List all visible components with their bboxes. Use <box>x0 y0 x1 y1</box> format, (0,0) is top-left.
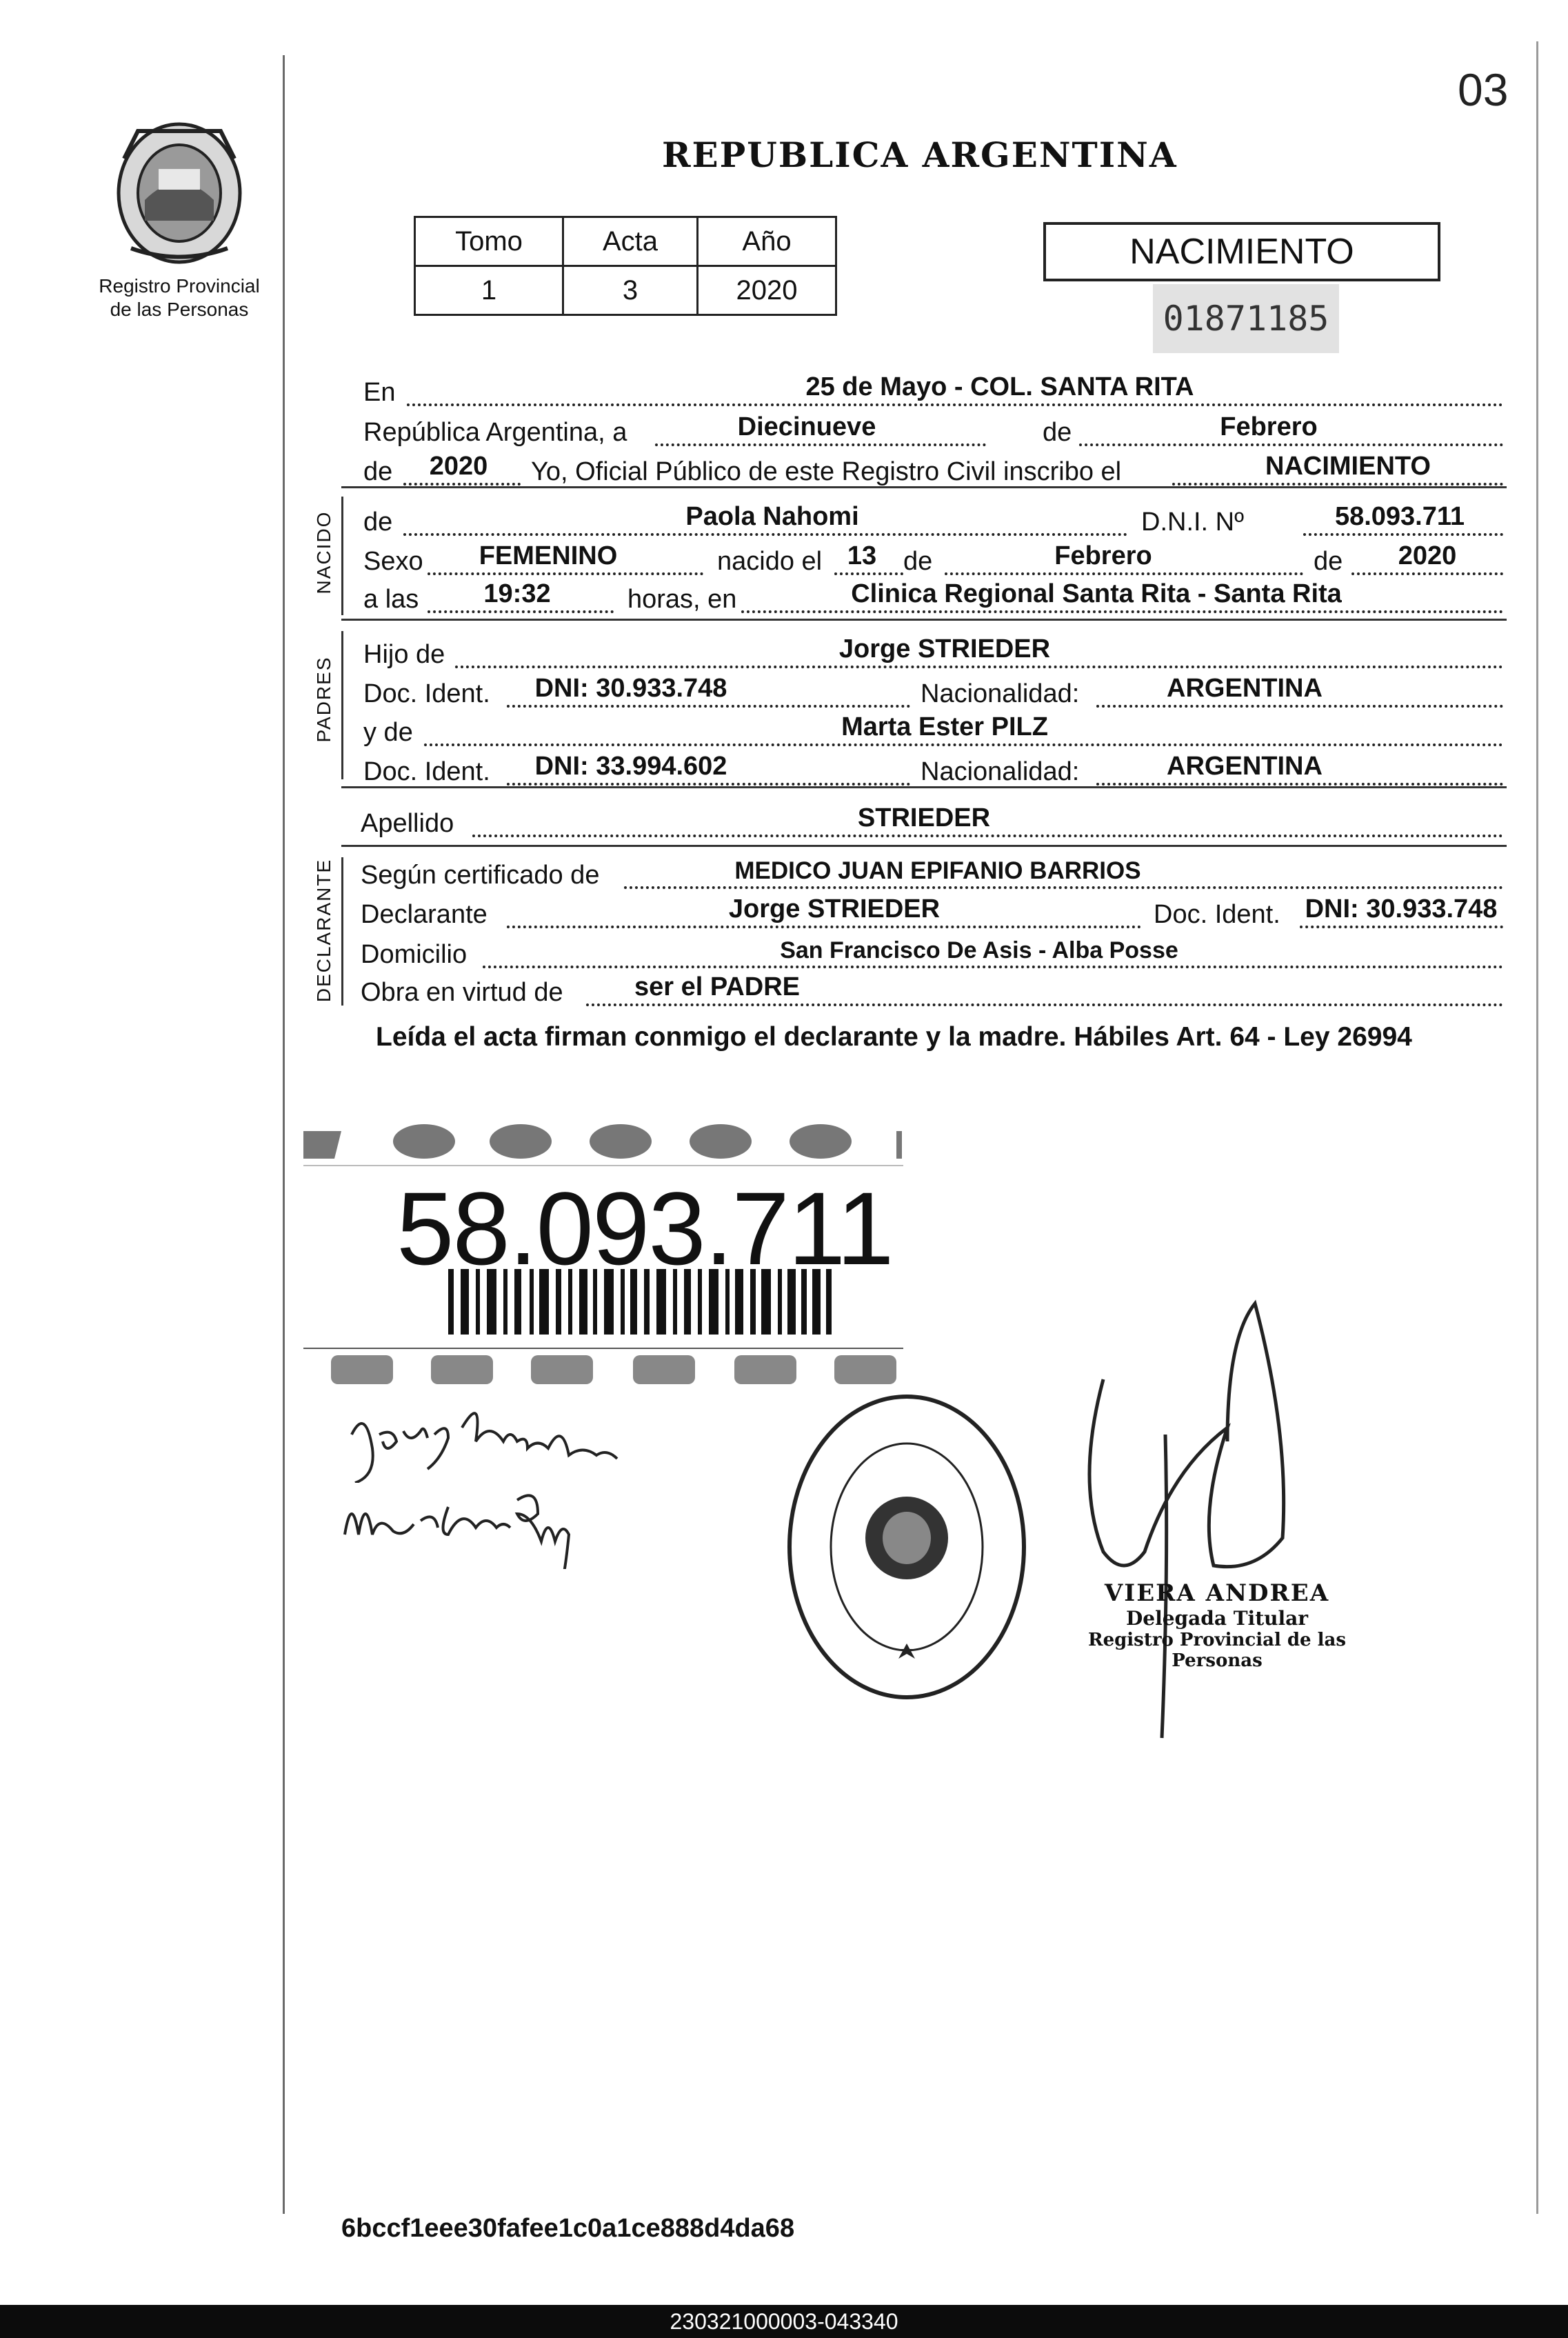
header-acta: Acta <box>563 217 698 266</box>
father-name-value: Jorge STRIEDER <box>838 635 1051 663</box>
declarante-side-label: DECLARANTE <box>313 858 334 1003</box>
label-doc-ident: Doc. Ident. <box>1154 900 1280 929</box>
domicilio-value: San Francisco De Asis - Alba Posse <box>780 937 1178 963</box>
dotted-line <box>472 835 1503 837</box>
registry-seal-stamp <box>783 1390 1031 1703</box>
label-y-de: y de <box>363 718 413 747</box>
row-year <box>359 448 1503 490</box>
child-name-value: Paola Nahomi <box>685 502 859 531</box>
dotted-line <box>586 1003 1503 1006</box>
birth-year-value: 2020 <box>1398 541 1457 570</box>
serial-number: 01871185 <box>1153 284 1339 353</box>
registry-caption <box>76 274 283 321</box>
document-hash: 6bccf1eee30fafee1c0a1ce888d4da68 <box>341 2214 795 2243</box>
nacido-side-label: NACIDO <box>313 510 334 595</box>
dotted-line <box>403 533 1127 536</box>
label-horas: horas, en <box>627 585 737 614</box>
birth-day-value: 13 <box>847 541 877 570</box>
row-republica <box>359 409 1503 450</box>
dotted-line <box>1351 572 1503 575</box>
nacido-bracket <box>341 497 343 615</box>
dotted-line <box>455 666 1503 668</box>
officer-org: Registro Provincial de las Personas <box>1087 1630 1347 1671</box>
dotted-line <box>1300 926 1503 928</box>
dotted-line <box>945 572 1303 575</box>
father-nationality-value: ARGENTINA <box>1167 674 1323 703</box>
month-value: Febrero <box>1220 412 1318 441</box>
left-margin-line <box>283 55 285 2214</box>
mother-signature <box>338 1479 634 1569</box>
dotted-line <box>403 483 521 486</box>
footer-id-bar: 230321000003-043340 <box>0 2305 1568 2338</box>
declarante-value: Jorge STRIEDER <box>728 895 941 923</box>
dotted-line <box>507 705 910 708</box>
dotted-line <box>428 610 614 613</box>
dotted-line <box>741 610 1503 613</box>
label-apellido: Apellido <box>361 809 454 838</box>
label-doc-ident: Doc. Ident. <box>363 679 490 708</box>
birth-place-value: Clinica Regional Santa Rita - Santa Rita <box>851 579 1342 608</box>
row-sexo <box>359 538 1503 579</box>
row-nacido-name <box>359 499 1503 540</box>
label-de2: de <box>363 457 393 486</box>
section-divider <box>341 486 1507 488</box>
label-hijo-de: Hijo de <box>363 640 445 669</box>
row-y-de <box>359 709 1503 750</box>
section-divider <box>341 619 1507 621</box>
document-title: REPUBLICA ARGENTINA <box>662 134 1178 175</box>
dotted-line <box>1172 483 1503 486</box>
row-mother-doc <box>359 748 1503 790</box>
row-certificado <box>359 852 1503 893</box>
dotted-line <box>428 572 703 575</box>
row-apellido <box>359 800 1503 841</box>
padres-bracket <box>341 631 343 779</box>
label-nacionalidad: Nacionalidad: <box>921 679 1080 708</box>
right-margin-line <box>1536 41 1538 2214</box>
sexo-value: FEMENINO <box>479 541 618 570</box>
dotted-line <box>1096 783 1503 786</box>
province-seal-logo <box>110 117 248 266</box>
row-hora <box>359 576 1503 617</box>
label-oficial: Yo, Oficial Público de este Registro Civil inscribo el <box>531 457 1122 486</box>
label-sexo: Sexo <box>363 547 423 576</box>
dotted-line <box>424 743 1503 746</box>
value-tomo: 1 <box>415 266 563 315</box>
time-value: 19:32 <box>483 579 551 608</box>
declarante-doc-value: DNI: 30.933.748 <box>1305 895 1498 923</box>
dotted-line <box>1303 533 1503 536</box>
legal-note: Leída el acta firman conmigo el declarante y la madre. Hábiles Art. 64 - Ley 26994 <box>376 1022 1412 1052</box>
mother-nationality-value: ARGENTINA <box>1167 752 1323 781</box>
mother-doc-value: DNI: 33.994.602 <box>534 752 727 781</box>
apellido-value: STRIEDER <box>857 803 991 832</box>
row-obra <box>359 969 1503 1010</box>
label-declarante: Declarante <box>361 900 488 929</box>
section-divider <box>341 845 1507 847</box>
birth-month-value: Febrero <box>1054 541 1152 570</box>
dotted-line <box>624 886 1503 889</box>
officer-name: VIERA ANDREA <box>1104 1579 1330 1607</box>
father-doc-value: DNI: 30.933.748 <box>534 674 727 703</box>
registry-caption-line1: Registro Provincial <box>99 275 260 297</box>
declarant-signature <box>345 1393 731 1483</box>
label-de: de <box>363 508 393 537</box>
label-republica: República Argentina, a <box>363 418 627 447</box>
place-value: 25 de Mayo - COL. SANTA RITA <box>805 372 1194 401</box>
dotted-line <box>507 783 910 786</box>
row-domicilio <box>359 931 1503 972</box>
label-dni: D.N.I. Nº <box>1141 508 1244 537</box>
label-domicilio: Domicilio <box>361 940 468 969</box>
registry-caption-line2: de las Personas <box>110 299 249 320</box>
acta-table <box>414 216 837 316</box>
header-ano: Año <box>698 217 836 266</box>
label-doc-ident: Doc. Ident. <box>363 757 490 786</box>
dni-sticker-number: 58.093.711 <box>396 1170 893 1286</box>
obra-value: ser el PADRE <box>634 972 801 1001</box>
row-hijo-de <box>359 631 1503 672</box>
label-en: En <box>363 378 396 407</box>
value-acta: 3 <box>563 266 698 315</box>
day-value: Diecinueve <box>737 412 876 441</box>
page-number: 03 <box>1458 64 1509 115</box>
mother-name-value: Marta Ester PILZ <box>841 712 1048 741</box>
dotted-line <box>407 403 1503 406</box>
officer-title: Delegada Titular <box>1125 1607 1309 1630</box>
record-type-box: NACIMIENTO <box>1043 222 1440 281</box>
padres-side-label: PADRES <box>313 656 334 743</box>
label-nacido-el: nacido el <box>717 547 823 576</box>
label-de: de <box>1314 547 1343 576</box>
label-de: de <box>903 547 933 576</box>
year-value: 2020 <box>429 452 488 481</box>
dotted-line <box>483 966 1503 968</box>
certificado-value: MEDICO JUAN EPIFANIO BARRIOS <box>734 857 1141 884</box>
dotted-line <box>834 572 903 575</box>
officer-signature <box>1062 1297 1338 1745</box>
dotted-line <box>507 926 1141 928</box>
dotted-line <box>655 443 986 446</box>
header-tomo: Tomo <box>415 217 563 266</box>
dotted-line <box>1079 443 1503 446</box>
officer-stamp <box>1055 1579 1379 1671</box>
declarante-bracket <box>341 857 343 1006</box>
section-divider <box>341 786 1507 788</box>
label-de: de <box>1043 418 1072 447</box>
dotted-line <box>1096 705 1503 708</box>
row-en <box>359 369 1503 410</box>
label-obra: Obra en virtud de <box>361 978 563 1007</box>
act-type-value: NACIMIENTO <box>1265 452 1431 481</box>
child-dni-value: 58.093.711 <box>1334 502 1465 531</box>
row-father-doc <box>359 670 1503 712</box>
value-ano: 2020 <box>698 266 836 315</box>
label-a-las: a las <box>363 585 419 614</box>
label-nacionalidad: Nacionalidad: <box>921 757 1080 786</box>
label-certificado: Según certificado de <box>361 861 600 890</box>
row-declarante <box>359 891 1503 932</box>
